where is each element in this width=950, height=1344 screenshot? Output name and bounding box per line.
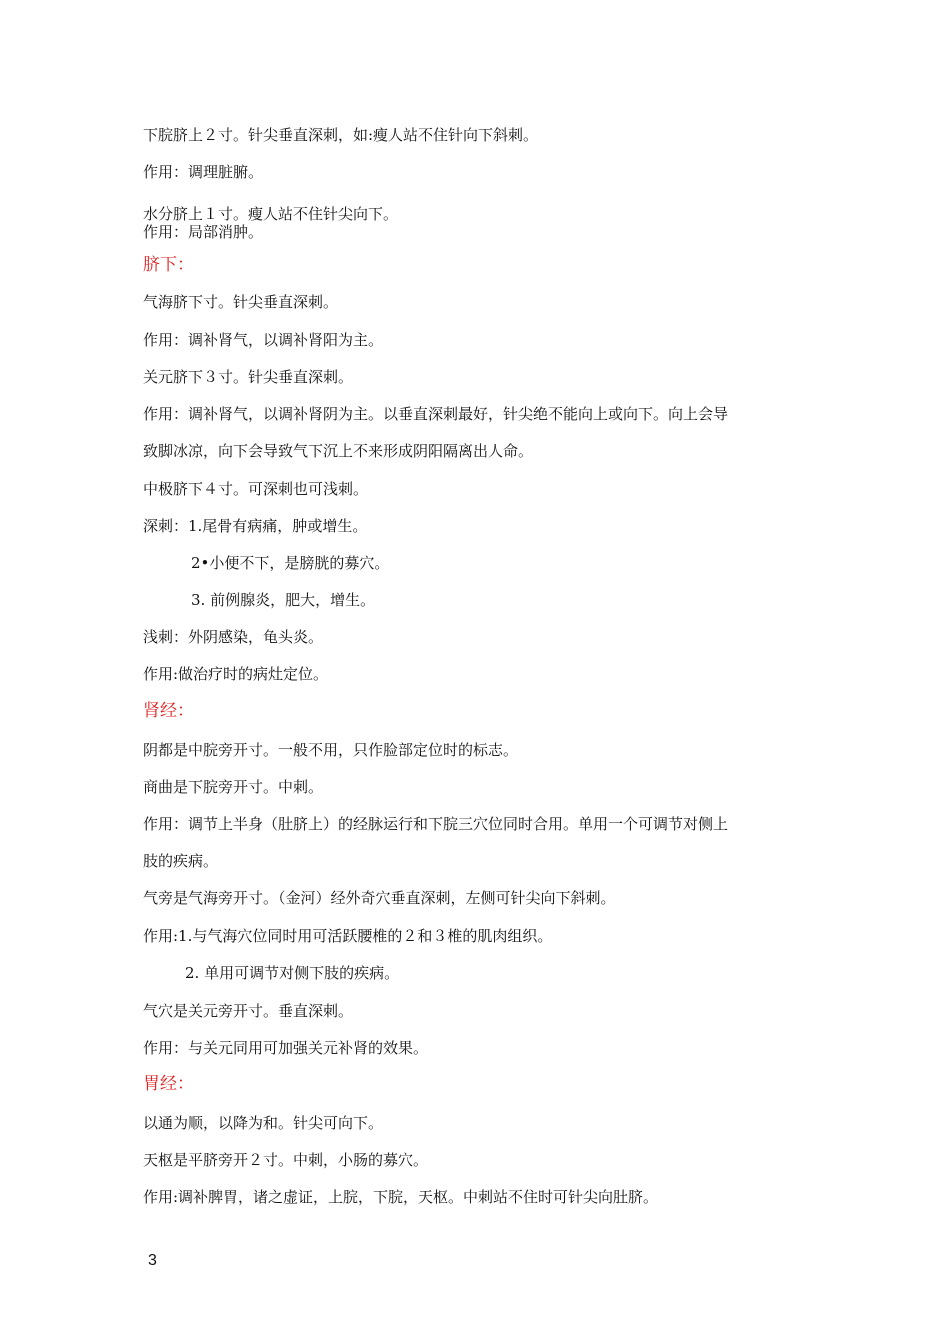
section-heading-stomach-meridian: 胃经： — [143, 1074, 194, 1094]
text-line-effect: 作用：调补肾气，以调补肾阴为主。以垂直深刺最好，针尖绝不能向上或向下。向上会导 — [143, 405, 729, 423]
text-line-shangqu: 商曲是下脘旁开寸。中刺。 — [143, 778, 324, 796]
text-line-effect: 作用:做治疗时的病灶定位。 — [143, 665, 329, 683]
text-line-effect: 作用：调补肾气，以调补肾阳为主。 — [143, 331, 384, 349]
text-line-principle: 以通为顺，以降为和。针尖可向下。 — [143, 1114, 384, 1132]
text-line-qixue: 气穴是关元旁开寸。垂直深刺。 — [143, 1002, 354, 1020]
text-line-effect: 作用：调节上半身（肚脐上）的经脉运行和下脘三穴位同时合用。单用一个可调节对侧上 — [143, 815, 729, 833]
text-line-deep-needling: 深刺：1.尾骨有病痛，肿或增生。 — [143, 517, 368, 535]
text-line-effect: 作用：局部消肿。 — [143, 223, 264, 241]
text-line-effect: 作用：调理脏腑。 — [143, 163, 264, 181]
text-line-effect-continued: 肢的疾病。 — [143, 852, 219, 870]
text-line-guanyuan: 关元脐下３寸。针尖垂直深刺。 — [143, 368, 354, 386]
text-line-effect: 作用：与关元同用可加强关元补肾的效果。 — [143, 1039, 429, 1057]
text-line-shuifen: 水分脐上１寸。瘦人站不住针尖向下。 — [143, 205, 399, 223]
text-line-qihai: 气海脐下寸。针尖垂直深刺。 — [143, 293, 339, 311]
text-line-yindu: 阴都是中脘旁开寸。一般不用，只作脸部定位时的标志。 — [143, 741, 519, 759]
text-line-deep-needling-item-3: 3. 前例腺炎，肥大，增生。 — [191, 591, 376, 609]
section-heading-kidney-meridian: 肾经： — [143, 701, 194, 721]
text-line-effect-item-2: 2. 单用可调节对侧下肢的疾病。 — [185, 964, 400, 982]
text-line-tianshu: 天枢是平脐旁开２寸。中刺，小肠的募穴。 — [143, 1151, 429, 1169]
page-number: 3 — [148, 1252, 157, 1269]
text-line-effect: 作用:1.与气海穴位同时用可活跃腰椎的２和３椎的肌肉组织。 — [143, 927, 553, 945]
text-line-shallow-needling: 浅刺：外阴感染，龟头炎。 — [143, 628, 324, 646]
text-line-xiawan: 下脘脐上２寸。针尖垂直深刺，如:瘦人站不住针向下斜刺。 — [143, 126, 539, 144]
text-line-qipang: 气旁是气海旁开寸。（金河）经外奇穴垂直深刺，左侧可针尖向下斜刺。 — [143, 889, 616, 907]
text-line-zhongji: 中极脐下４寸。可深刺也可浅刺。 — [143, 480, 369, 498]
text-line-effect-continued: 致脚冰凉，向下会导致气下沉上不来形成阴阳隔离出人命。 — [143, 442, 534, 460]
text-line-effect: 作用:调补脾胃，诸之虚证，上脘，下脘，天枢。中刺站不住时可针尖向肚脐。 — [143, 1188, 659, 1206]
text-line-deep-needling-item-2: 2•小便不下，是膀胱的募穴。 — [191, 554, 390, 572]
section-heading-below-navel: 脐下： — [143, 255, 194, 275]
